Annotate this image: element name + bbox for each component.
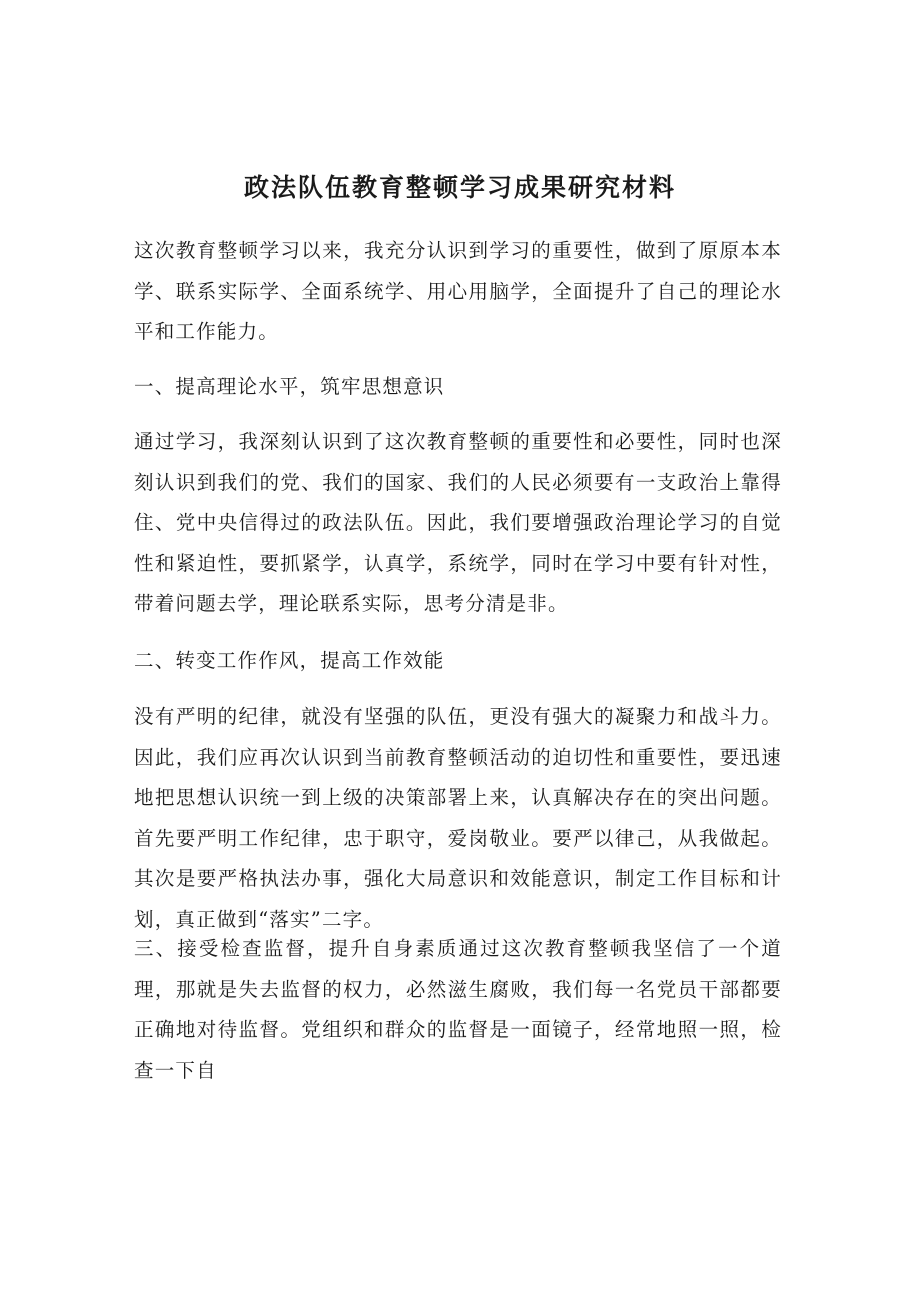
section-2-paragraph: 没有严明的纪律，就没有坚强的队伍，更没有强大的凝聚力和战斗力。因此，我们应再次认识到当前教育整顿活动的迫切性和重要性，要迅速地把思想认识统一到上级的决策部署上来，认真解决存在的突出问题。首先要严明工作纪律，忠于职守，爱岗敬业。要严以律己，从我做起。其次是要严格执法办事，强化大局意识和效能意识，制定工作目标和计划，真正做到“落实”二字。 bbox=[134, 705, 782, 931]
section-1-paragraph: 通过学习，我深刻认识到了这次教育整顿的重要性和必要性，同时也深刻认识到我们的党、我们的国家、我们的人民必须要有一支政治上靠得住、党中央信得过的政法队伍。因此，我们要增强政治理论学习的自觉性和紧迫性，要抓紧学，认真学，系统学，同时在学习中要有针对性，带着问题去学，理论联系实际，思考分清是非。 bbox=[134, 430, 782, 615]
document-title: 政法队伍教育整顿学习成果研究材料 bbox=[243, 173, 676, 202]
section-3-paragraph: 三、接受检查监督，提升自身素质通过这次教育整顿我坚信了一个道理，那就是失去监督的权力，必然滋生腐败，我们每一名党员干部都要正确地对待监督。党组织和群众的监督是一面镜子，经常地照一照，检查一下自 bbox=[134, 937, 782, 1082]
section-2-heading: 二、转变工作作风，提高工作效能 bbox=[134, 649, 445, 672]
section-1-heading: 一、提高理论水平，筑牢思想意识 bbox=[134, 375, 445, 398]
intro-paragraph: 这次教育整顿学习以来，我充分认识到学习的重要性，做到了原原本本学、联系实际学、全面系统学、用心用脑学，全面提升了自己的理论水平和工作能力。 bbox=[134, 239, 782, 343]
